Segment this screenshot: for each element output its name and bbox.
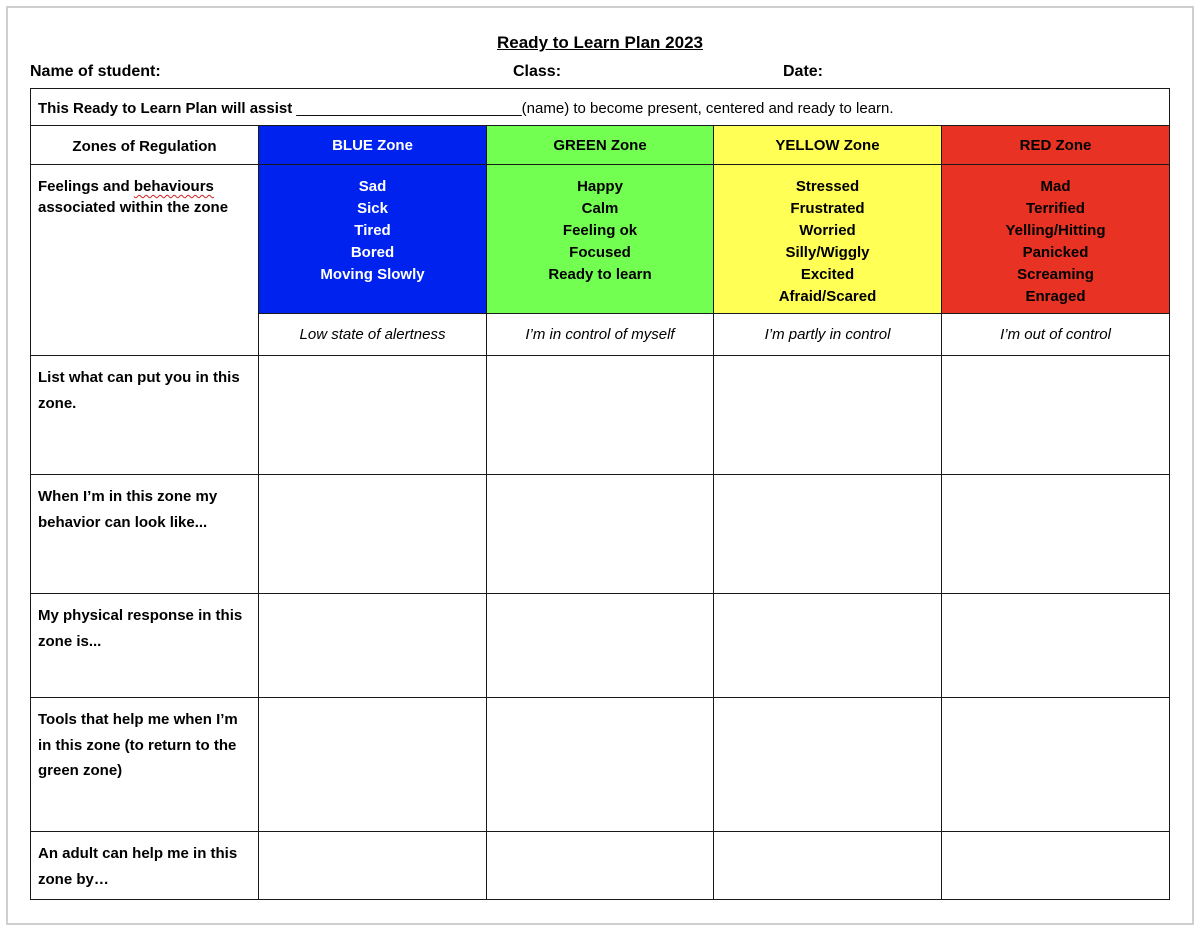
row-label-triggers: List what can put you in this zone.: [31, 356, 259, 475]
feeling-item: Focused: [569, 244, 631, 261]
assist-name-blank[interactable]: ___________________________: [296, 100, 522, 117]
red-zone-header: RED Zone: [942, 126, 1170, 165]
red-triggers-cell[interactable]: [942, 356, 1170, 475]
table-row: [31, 832, 1170, 900]
blue-tools-cell[interactable]: [259, 698, 487, 832]
feeling-item: Mad: [1040, 178, 1071, 195]
feeling-item: Screaming: [1017, 266, 1094, 283]
green-triggers-cell[interactable]: [487, 356, 714, 475]
feeling-item: Happy: [577, 178, 623, 195]
table-row: [31, 475, 1170, 594]
feeling-item: Sick: [357, 200, 388, 217]
feeling-item: Tired: [354, 222, 391, 239]
blue-physical-cell[interactable]: [259, 594, 487, 698]
feeling-item: Moving Slowly: [320, 266, 425, 283]
ready-to-learn-table: [30, 88, 1170, 900]
assist-rest: (name) to become present, centered and ready to learn.: [521, 100, 894, 117]
blue-zone-phrase: Low state of alertness: [259, 314, 487, 356]
student-name-label: Name of student:: [30, 63, 161, 80]
feeling-item: Frustrated: [790, 200, 865, 217]
row-label-physical: My physical response in this zone is...: [31, 594, 259, 698]
green-tools-cell[interactable]: [487, 698, 714, 832]
feeling-item: Enraged: [1025, 288, 1086, 305]
yellow-triggers-cell[interactable]: [714, 356, 942, 475]
green-behavior-cell[interactable]: [487, 475, 714, 594]
document-title: Ready to Learn Plan 2023: [497, 33, 703, 52]
row-label-behavior: When I’m in this zone my behavior can look like...: [31, 475, 259, 594]
feeling-item: Yelling/Hitting: [1005, 222, 1106, 239]
feeling-item: Feeling ok: [562, 222, 638, 239]
feeling-item: Calm: [581, 200, 619, 217]
green-zone-header: GREEN Zone: [487, 126, 714, 165]
blue-zone-header: BLUE Zone: [259, 126, 487, 165]
feeling-item: Stressed: [795, 178, 860, 195]
feeling-item: Excited: [800, 266, 855, 283]
yellow-tools-cell[interactable]: [714, 698, 942, 832]
table-row: [31, 356, 1170, 475]
class-label: Class:: [513, 63, 562, 80]
row-label-adult-help: An adult can help me in this zone by…: [31, 832, 259, 900]
feeling-item: Sad: [358, 178, 387, 195]
yellow-zone-feelings: [714, 165, 942, 314]
feelings-label-pre: Feelings and: [38, 178, 134, 195]
red-tools-cell[interactable]: [942, 698, 1170, 832]
yellow-physical-cell[interactable]: [714, 594, 942, 698]
red-zone-feelings: [942, 165, 1170, 314]
red-zone-phrase: I’m out of control: [942, 314, 1170, 356]
table-row: [31, 594, 1170, 698]
feeling-item: Worried: [799, 222, 856, 239]
feeling-item: Ready to learn: [548, 266, 652, 283]
feelings-label-spellcheck-word: behaviours: [133, 178, 214, 195]
row-label-tools: Tools that help me when I’m in this zone (to return to the green zone): [31, 698, 259, 832]
feelings-label-post: associated within the zone: [38, 199, 229, 216]
green-physical-cell[interactable]: [487, 594, 714, 698]
feeling-item: Bored: [350, 244, 395, 261]
green-zone-phrase: I’m in control of myself: [487, 314, 714, 356]
feelings-label: [31, 165, 259, 356]
zones-of-regulation-label: Zones of Regulation: [31, 126, 259, 165]
blue-behavior-cell[interactable]: [259, 475, 487, 594]
red-adult-help-cell[interactable]: [942, 832, 1170, 900]
feeling-item: Terrified: [1026, 200, 1085, 217]
feeling-item: Afraid/Scared: [778, 288, 877, 305]
feeling-item: Silly/Wiggly: [785, 244, 870, 261]
date-label: Date:: [783, 63, 824, 80]
assist-statement: [31, 89, 1170, 126]
yellow-zone-header: YELLOW Zone: [714, 126, 942, 165]
yellow-zone-phrase: I’m partly in control: [714, 314, 942, 356]
blue-zone-feelings: [259, 165, 487, 314]
red-physical-cell[interactable]: [942, 594, 1170, 698]
blue-triggers-cell[interactable]: [259, 356, 487, 475]
blue-adult-help-cell[interactable]: [259, 832, 487, 900]
red-behavior-cell[interactable]: [942, 475, 1170, 594]
yellow-behavior-cell[interactable]: [714, 475, 942, 594]
feeling-item: Panicked: [1022, 244, 1089, 261]
yellow-adult-help-cell[interactable]: [714, 832, 942, 900]
green-adult-help-cell[interactable]: [487, 832, 714, 900]
table-row: [31, 698, 1170, 832]
green-zone-feelings: [487, 165, 714, 314]
assist-lead: This Ready to Learn Plan will assist: [38, 100, 293, 117]
